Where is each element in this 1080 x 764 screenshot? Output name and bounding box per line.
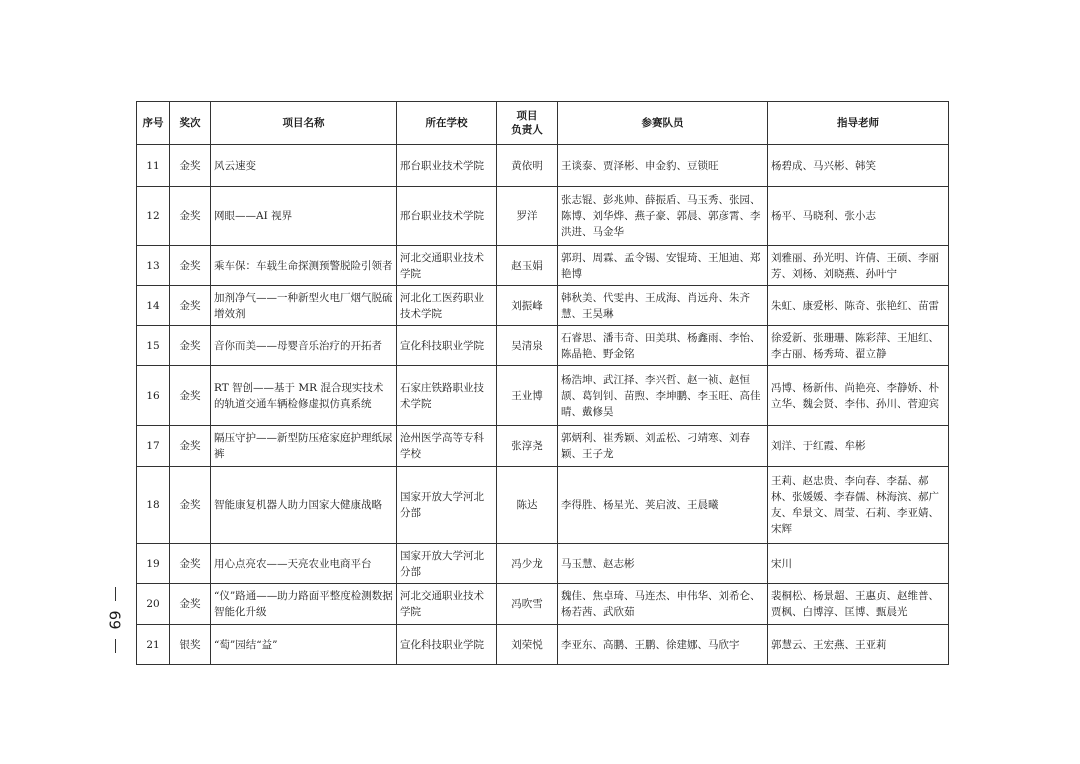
cell-leader: 张淳尧	[497, 426, 558, 467]
cell-index: 11	[137, 145, 170, 187]
page-number-text: 69	[106, 610, 124, 630]
cell-project: 隔压守护——新型防压疮家庭护理纸尿裤	[211, 426, 397, 467]
cell-advisors: 刘洋、于红霞、牟彬	[768, 426, 949, 467]
cell-award: 金奖	[170, 145, 211, 187]
cell-members: 王谈泰、贾泽彬、申金豹、豆锁旺	[558, 145, 768, 187]
table-row	[137, 366, 949, 426]
table-row	[137, 625, 949, 665]
cell-leader: 罗洋	[497, 187, 558, 246]
cell-leader: 刘荣悦	[497, 625, 558, 665]
cell-leader: 冯少龙	[497, 544, 558, 584]
table-row	[137, 326, 949, 366]
cell-advisors: 冯博、杨新伟、尚艳亮、李静娇、朴立华、魏会贤、李伟、孙川、菅迎宾	[768, 366, 949, 426]
cell-advisors: 王莉、赵忠贵、李向春、李磊、郝林、张媛媛、李春儒、林海滨、郝广友、牟景文、周莹、石莉、李亚婧、宋辉	[768, 467, 949, 544]
cell-leader: 黄依明	[497, 145, 558, 187]
cell-index: 13	[137, 246, 170, 286]
cell-index: 12	[137, 187, 170, 246]
cell-index: 14	[137, 286, 170, 326]
cell-advisors: 朱虹、康爱彬、陈奇、张艳红、苗雷	[768, 286, 949, 326]
cell-award: 金奖	[170, 426, 211, 467]
cell-advisors: 宋川	[768, 544, 949, 584]
table-row	[137, 246, 949, 286]
table-row	[137, 584, 949, 625]
cell-members: 石睿思、潘韦奇、田美琪、杨鑫雨、李怡、陈晶艳、野金铭	[558, 326, 768, 366]
cell-members: 李亚东、高鹏、王鹏、徐建娜、马欣宇	[558, 625, 768, 665]
cell-leader: 吴清泉	[497, 326, 558, 366]
cell-school: 沧州医学高等专科学校	[397, 426, 497, 467]
cell-school: 国家开放大学河北分部	[397, 467, 497, 544]
page-number-dash-bottom	[115, 639, 116, 653]
table-row	[137, 286, 949, 326]
cell-project: 加剂净气——一种新型火电厂烟气脱硫增效剂	[211, 286, 397, 326]
header-school: 所在学校	[397, 102, 497, 145]
cell-members: 张志锟、彭兆帅、薛振盾、马玉秀、张园、陈博、刘华烨、燕子豪、郭晨、郭彦霄、李洪进、马金华	[558, 187, 768, 246]
cell-school: 河北交通职业技术学院	[397, 246, 497, 286]
cell-index: 15	[137, 326, 170, 366]
cell-school: 河北化工医药职业技术学院	[397, 286, 497, 326]
cell-leader: 陈达	[497, 467, 558, 544]
table-header-row	[137, 102, 949, 145]
cell-members: 魏佳、焦卓琦、马连杰、申伟华、刘希仑、杨若茜、武欣茹	[558, 584, 768, 625]
award-table-container	[136, 101, 948, 665]
cell-award: 金奖	[170, 544, 211, 584]
cell-index: 21	[137, 625, 170, 665]
cell-advisors: 刘雅丽、孙光明、许倩、王硕、李丽芳、刘杨、刘晓燕、孙叶宁	[768, 246, 949, 286]
page-number-dash-top	[115, 587, 116, 601]
award-table	[136, 101, 949, 665]
cell-members: 郭炳利、崔秀颖、刘孟松、刁靖寒、刘春颖、王子龙	[558, 426, 768, 467]
cell-project: “仪”路通——助力路面平整度检测数据智能化升级	[211, 584, 397, 625]
cell-project: 用心点亮农——天亮农业电商平台	[211, 544, 397, 584]
cell-project: 网眼——AI 视界	[211, 187, 397, 246]
cell-project: 智能康复机器人助力国家大健康战略	[211, 467, 397, 544]
cell-index: 19	[137, 544, 170, 584]
cell-school: 宣化科技职业学院	[397, 326, 497, 366]
table-row	[137, 426, 949, 467]
cell-advisors: 徐爱新、张珊珊、陈彩萍、王旭红、李古丽、杨秀琦、翟立静	[768, 326, 949, 366]
cell-award: 金奖	[170, 584, 211, 625]
cell-project: “萄”园结“益”	[211, 625, 397, 665]
cell-advisors: 郭慧云、王宏燕、王亚莉	[768, 625, 949, 665]
cell-school: 邢台职业技术学院	[397, 145, 497, 187]
header-index: 序号	[137, 102, 170, 145]
cell-award: 金奖	[170, 467, 211, 544]
cell-index: 20	[137, 584, 170, 625]
cell-award: 金奖	[170, 366, 211, 426]
cell-leader: 赵玉娟	[497, 246, 558, 286]
cell-members: 李得胜、杨星光、荚启波、王晨曦	[558, 467, 768, 544]
cell-members: 马玉慧、赵志彬	[558, 544, 768, 584]
header-leader: 项目 负责人	[497, 102, 558, 145]
cell-school: 河北交通职业技术学院	[397, 584, 497, 625]
cell-members: 郭玥、周霖、孟令锡、安锟琦、王旭迪、郑艳博	[558, 246, 768, 286]
cell-award: 银奖	[170, 625, 211, 665]
cell-school: 宣化科技职业学院	[397, 625, 497, 665]
cell-index: 17	[137, 426, 170, 467]
header-project: 项目名称	[211, 102, 397, 145]
cell-project: RT 智创——基于 MR 混合现实技术的轨道交通车辆检修虚拟仿真系统	[211, 366, 397, 426]
header-members: 参赛队员	[558, 102, 768, 145]
cell-project: 乘车保：车载生命探测预警脱险引领者	[211, 246, 397, 286]
cell-leader: 王业博	[497, 366, 558, 426]
cell-award: 金奖	[170, 286, 211, 326]
table-row	[137, 467, 949, 544]
cell-leader: 冯吹雪	[497, 584, 558, 625]
cell-members: 韩秋美、代雯冉、王成海、肖远舟、朱齐慧、王昊琳	[558, 286, 768, 326]
table-row	[137, 544, 949, 584]
cell-award: 金奖	[170, 326, 211, 366]
cell-project: 风云速变	[211, 145, 397, 187]
cell-advisors: 裴桐松、杨景超、王惠贞、赵维普、贾枫、白博淳、匡博、甄晨光	[768, 584, 949, 625]
cell-school: 国家开放大学河北分部	[397, 544, 497, 584]
page-number	[103, 578, 127, 662]
cell-school: 邢台职业技术学院	[397, 187, 497, 246]
cell-leader: 刘振峰	[497, 286, 558, 326]
cell-award: 金奖	[170, 187, 211, 246]
cell-advisors: 杨碧成、马兴彬、韩笑	[768, 145, 949, 187]
table-row	[137, 145, 949, 187]
table-row	[137, 187, 949, 246]
cell-project: 音你而美——母婴音乐治疗的开拓者	[211, 326, 397, 366]
header-award: 奖次	[170, 102, 211, 145]
cell-advisors: 杨平、马晓利、张小志	[768, 187, 949, 246]
cell-award: 金奖	[170, 246, 211, 286]
cell-index: 18	[137, 467, 170, 544]
header-advisors: 指导老师	[768, 102, 949, 145]
cell-index: 16	[137, 366, 170, 426]
cell-school: 石家庄铁路职业技术学院	[397, 366, 497, 426]
cell-members: 杨浩坤、武江择、李兴哲、赵一祯、赵恒颉、葛钊钊、苗煦、李坤鹏、李玉旺、高佳晴、戴修昊	[558, 366, 768, 426]
